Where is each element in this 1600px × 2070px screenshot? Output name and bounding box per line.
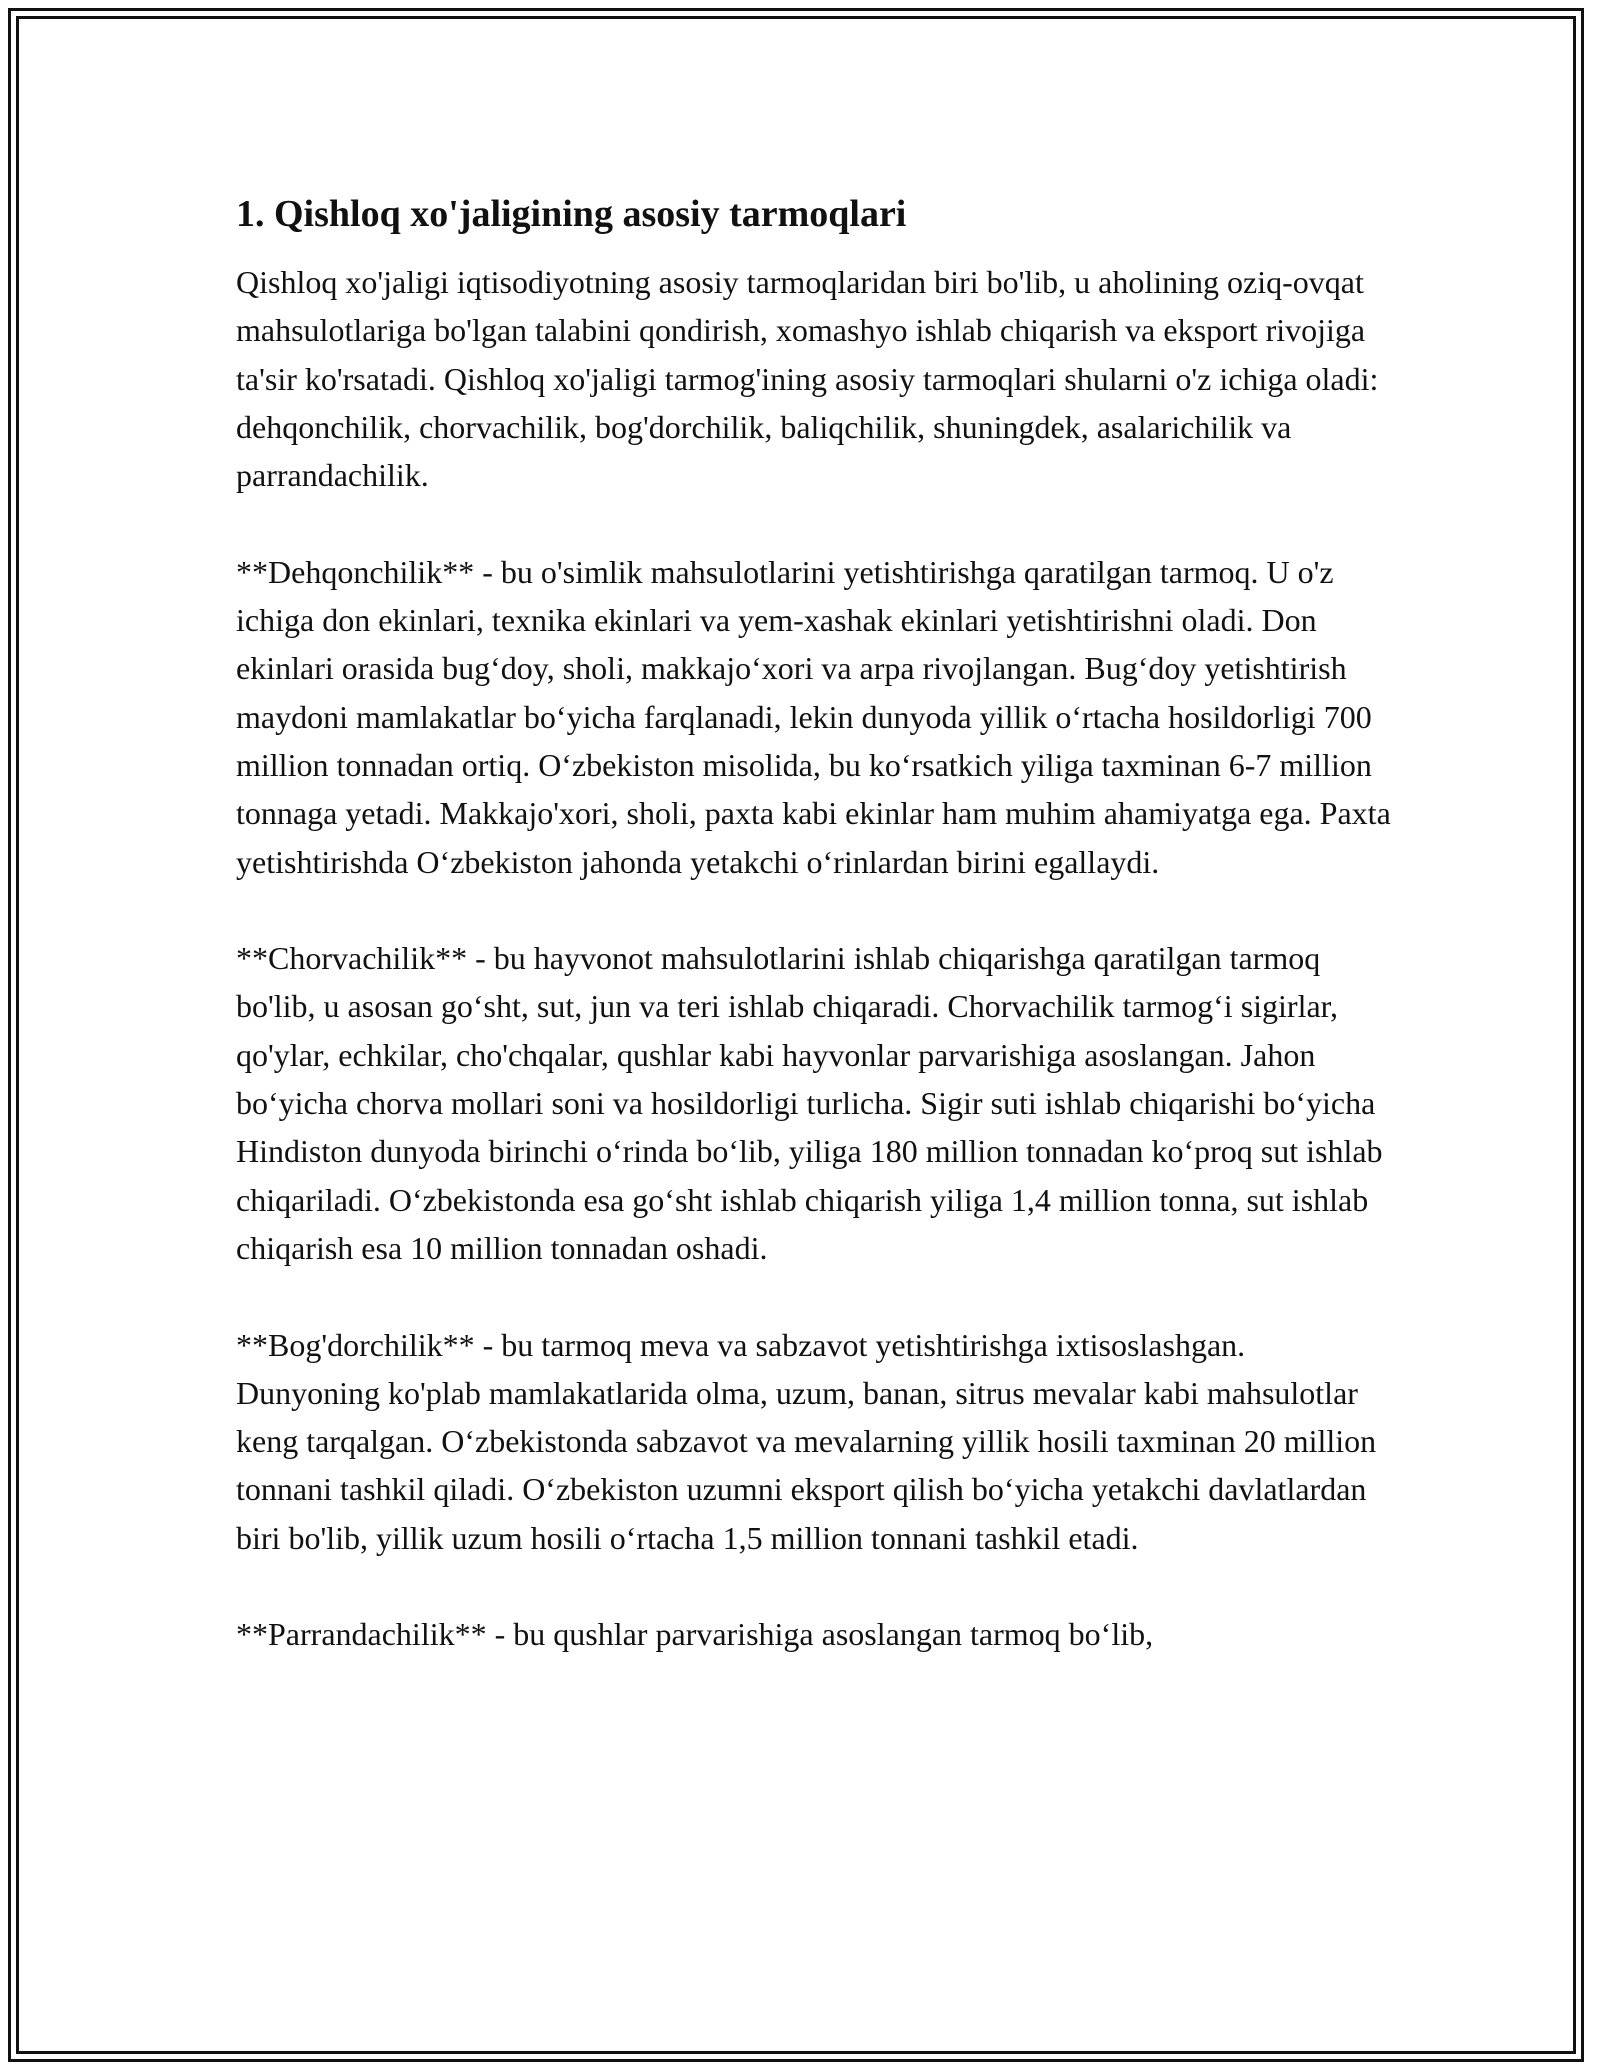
document-title: 1. Qishloq xo'jaligining asosiy tarmoqlari xyxy=(236,193,907,235)
paragraph-bogdorchilik: **Bog'dorchilik** - bu tarmoq meva va sabzavot yetishtirishga ixtisoslashgan. Dunyoning ko'plab mamlakatlarida olma, uzum, banan, sitrus mevalar kabi mahsulotlar keng tarqalgan. O‘zbekistonda sabzavot va mevalarning yillik hosili taxminan 20 million tonnani tashkil qiladi. O‘zbekiston uzumni eksport qilish bo‘yicha yetakchi davlatlardan biri bo'lib, yillik uzum hosili o‘rtacha 1,5 million tonnani tashkil etadi. xyxy=(236,1326,1377,1556)
paragraph-intro: Qishloq xo'jaligi iqtisodiyotning asosiy tarmoqlaridan biri bo'lib, u aholining oziq-ovqat mahsulotlariga bo'lgan talabini qondirish, xomashyo ishlab chiqarish va eksport rivojiga ta'sir ko'rsatadi. Qishloq xo'jaligi tarmog'ining asosiy tarmoqlari shularni o'z ichiga oladi: dehqonchilik, chorvachilik, bog'dorchilik, baliqchilik, shuningdek, asalarichilik va parrandachilik. xyxy=(236,264,1379,494)
paragraph-dehqonchilik: **Dehqonchilik** - bu o'simlik mahsulotlarini yetishtirishga qaratilgan tarmoq. U o'z ichiga don ekinlari, texnika ekinlari va yem-xashak ekinlari yetishtirishni oladi. Don ekinlari orasida bug‘doy, sholi, makkajo‘xori va arpa rivojlangan. Bug‘doy yetishtirish maydoni mamlakatlar bo‘yicha farqlanadi, lekin dunyoda yillik o‘rtacha hosildorligi 700 million tonnadan ortiq. O‘zbekiston misolida, bu ko‘rsatkich yiliga taxminan 6-7 million tonnaga yetadi. Makkajo'xori, sholi, paxta kabi ekinlar ham muhim ahamiyatga ega. Paxta yetishtirishda O‘zbekiston jahonda yetakchi o‘rinlardan birini egallaydi. xyxy=(236,553,1391,880)
paragraph-parrandachilik: **Parrandachilik** - bu qushlar parvarishiga asoslangan tarmoq bo‘lib, xyxy=(236,1616,1154,1653)
document-body xyxy=(236,188,1396,1707)
paragraph-chorvachilik: **Chorvachilik** - bu hayvonot mahsulotlarini ishlab chiqarishga qaratilgan tarmoq bo'lib, u asosan go‘sht, sut, jun va teri ishlab chiqaradi. Chorvachilik tarmog‘i sigirlar, qo'ylar, echkilar, cho'chqalar, qushlar kabi hayvonlar parvarishiga asoslangan. Jahon bo‘yicha chorva mollari soni va hosildorligi turlicha. Sigir suti ishlab chiqarishi bo‘yicha Hindiston dunyoda birinchi o‘rinda bo‘lib, yiliga 180 million tonnadan ko‘proq sut ishlab chiqariladi. O‘zbekistonda esa go‘sht ishlab chiqarish yiliga 1,4 million tonna, sut ishlab chiqarish esa 10 million tonnadan oshadi. xyxy=(236,940,1383,1266)
